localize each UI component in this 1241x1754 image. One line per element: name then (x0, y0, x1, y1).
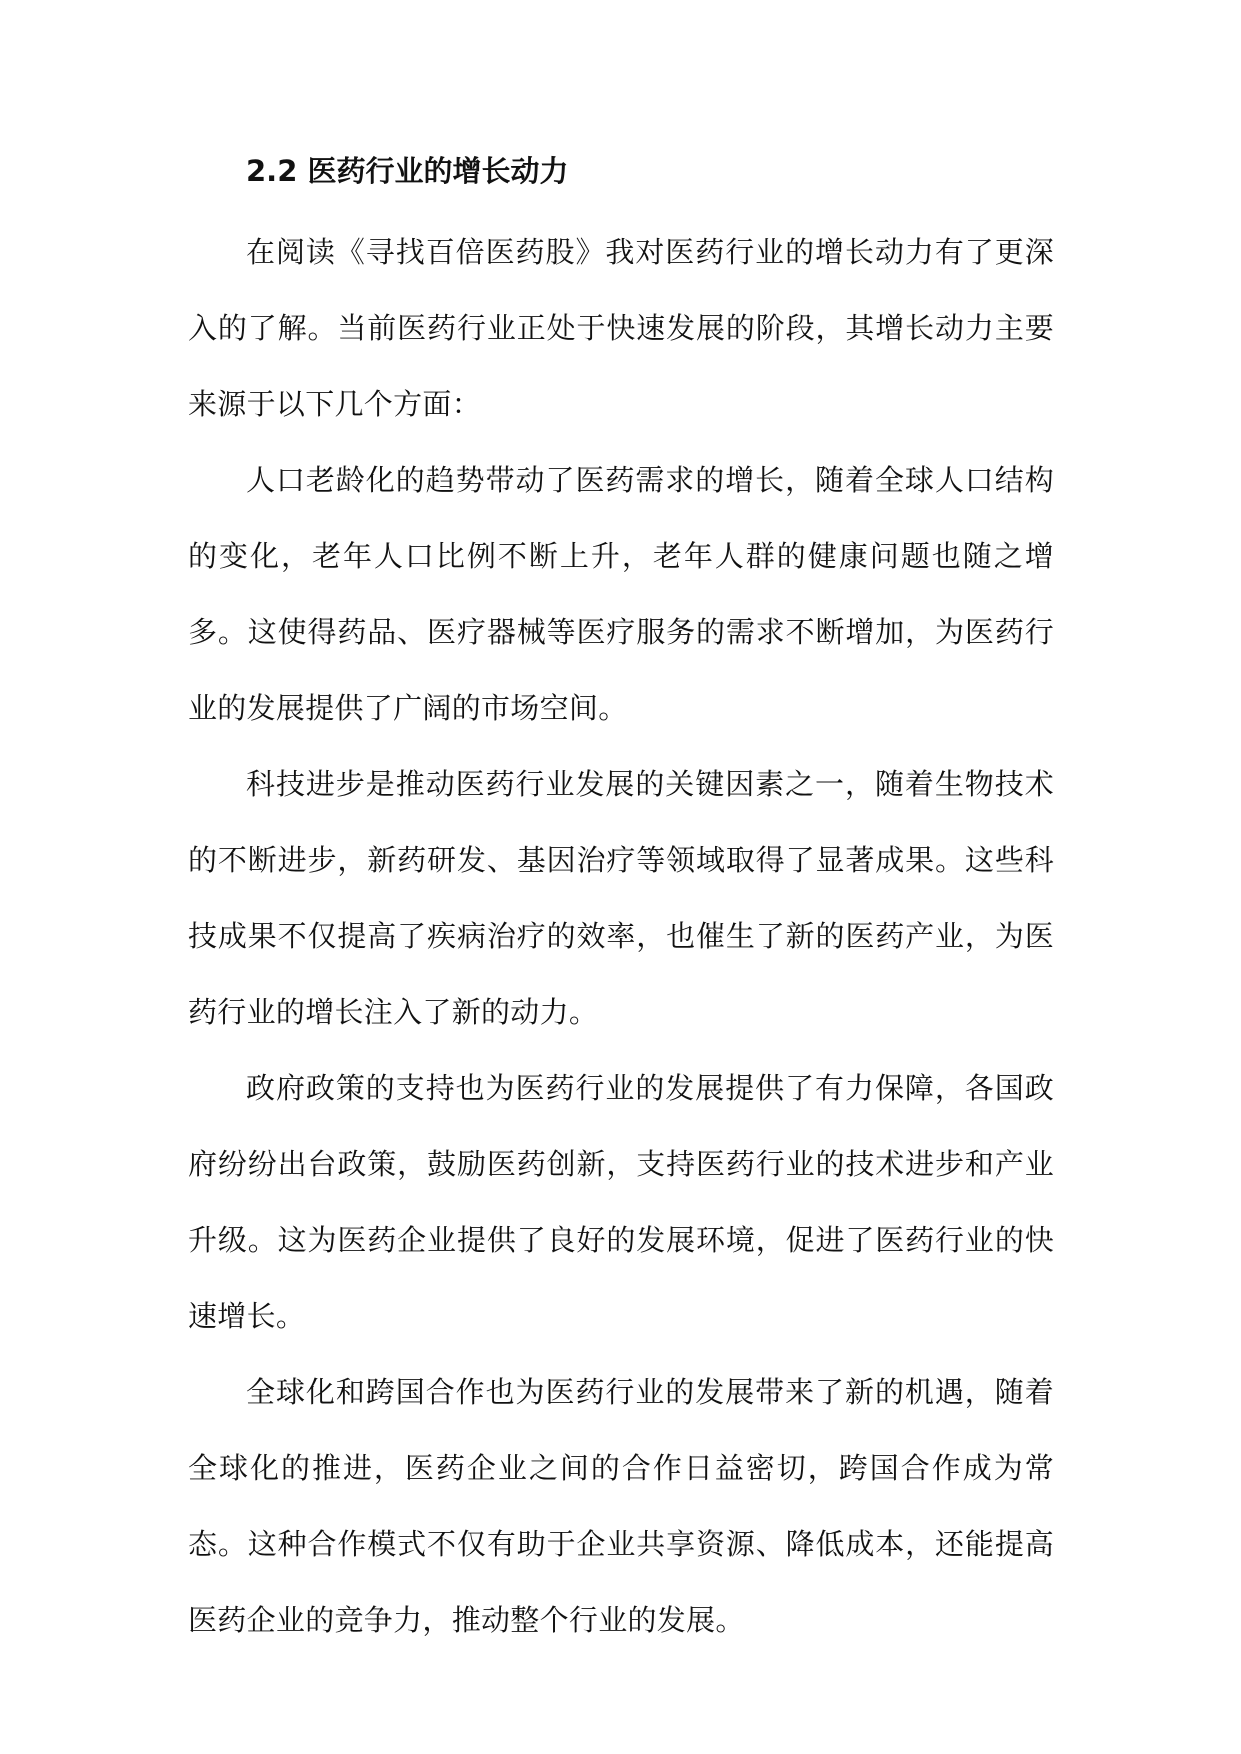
paragraph-policy: 政府政策的支持也为医药行业的发展提供了有力保障，各国政府纷纷出台政策，鼓励医药创新，支持医药行业的技术进步和产业升级。这为医药企业提供了良好的发展环境，促进了医药行业的快速增长。 (188, 1071, 1054, 1333)
section-title: 2.2 医药行业的增长动力 (246, 154, 569, 188)
paragraph-technology: 科技进步是推动医药行业发展的关键因素之一，随着生物技术的不断进步，新药研发、基因治疗等领域取得了显著成果。这些科技成果不仅提高了疾病治疗的效率，也催生了新的医药产业，为医药行业的增长注入了新的动力。 (188, 767, 1054, 1029)
paragraph-intro: 在阅读《寻找百倍医药股》我对医药行业的增长动力有了更深入的了解。当前医药行业正处于快速发展的阶段，其增长动力主要来源于以下几个方面： (188, 235, 1054, 421)
paragraph-aging: 人口老龄化的趋势带动了医药需求的增长，随着全球人口结构的变化，老年人口比例不断上升，老年人群的健康问题也随之增多。这使得药品、医疗器械等医疗服务的需求不断增加，为医药行业的发展提供了广阔的市场空间。 (188, 463, 1054, 725)
paragraph-globalization: 全球化和跨国合作也为医药行业的发展带来了新的机遇，随着全球化的推进，医药企业之间的合作日益密切，跨国合作成为常态。这种合作模式不仅有助于企业共享资源、降低成本，还能提高医药企业的竞争力，推动整个行业的发展。 (188, 1375, 1054, 1637)
document-body (188, 140, 1054, 1658)
